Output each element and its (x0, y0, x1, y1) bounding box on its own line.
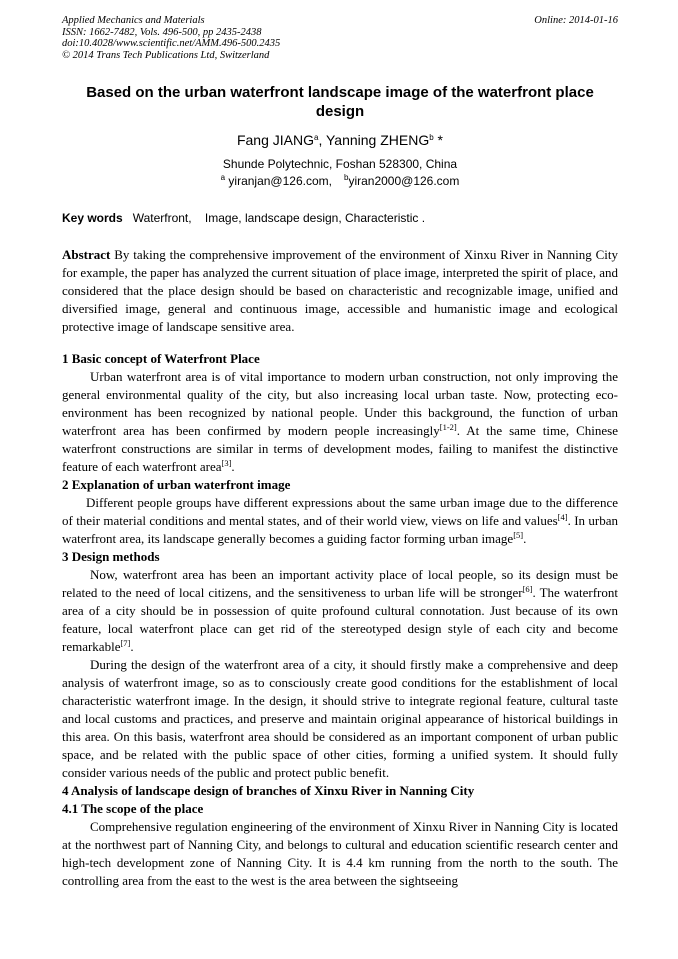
keywords-text: Waterfront, Image, landscape design, Characteristic . (132, 211, 426, 225)
paragraph-text: . (231, 459, 235, 474)
online-date: Online: 2014-01-16 (534, 15, 618, 26)
journal-name: Applied Mechanics and Materials (62, 15, 205, 26)
keywords-label: Key words (62, 211, 123, 225)
section-heading: 3 Design methods (62, 549, 160, 564)
email-line (62, 173, 618, 190)
author-name: Yanning ZHENG (325, 132, 430, 148)
author-separator: , (318, 132, 326, 148)
citation: [4] (557, 512, 568, 522)
section-heading: 2 Explanation of urban waterfront image (62, 477, 291, 492)
paragraph-text: Different people groups have different expressions about the same urban image due to the difference of their material conditions and mental states, and of their world view, views on life and values (62, 495, 618, 528)
email-a: yiranjan@126.com, (225, 174, 332, 188)
doi-line: doi:10.4028/www.scientific.net/AMM.496-500.2435 (62, 38, 281, 49)
paragraph: During the design of the waterfront area of a city, it should firstly make a comprehensive and deep analysis of waterfront image, so as to consciously create good conditions for the establishment of local characteristic waterfront image. In the design, it should strive to integrate regional feature, cultural taste and local customs and practices, and preserve and maintain original appearance of historical buildings in this area. On this basis, waterfront area should be considered as an important component of urban public space, and be related with the public space of other cities, forming a unified system. It should fully consider various needs of the public and protect public benefit. (62, 657, 618, 780)
paper-body (62, 246, 618, 890)
citation: [5] (513, 530, 524, 540)
email-b: yiran2000@126.com (348, 174, 460, 188)
citation: [6] (522, 584, 533, 594)
journal-header (62, 15, 618, 61)
paragraph-text: Now, waterfront area has been an important activity place of local people, so its design must be related to the need of local citizens, and the sensitiveness to urban life will be stronger (62, 567, 618, 600)
paragraph-text: . (523, 531, 527, 546)
paragraph-text: . (130, 639, 134, 654)
author-sup: a (314, 133, 319, 142)
citation: [1-2] (439, 422, 457, 432)
subsection-heading: 4.1 The scope of the place (62, 801, 204, 816)
author-line (62, 131, 618, 149)
affiliation: Shunde Polytechnic, Foshan 528300, China (222, 157, 458, 171)
copyright-line: © 2014 Trans Tech Publications Ltd, Switzerland (62, 49, 270, 61)
email-sup: b (343, 173, 349, 182)
paragraph (62, 368, 618, 476)
paragraph-text: . In urban waterfront area, its landscape generally becomes a guiding factor forming urban image (62, 513, 618, 546)
section-heading: 4 Analysis of landscape design of branches of Xinxu River in Nanning City (62, 783, 475, 798)
author-sup: b (429, 133, 434, 142)
issn-line: ISSN: 1662-7482, Vols. 496-500, pp 2435-2438 (62, 26, 262, 38)
citation: [3] (221, 458, 232, 468)
email-sup: a (220, 173, 226, 182)
abstract-label: Abstract (62, 247, 111, 262)
keywords (62, 210, 618, 226)
author-name: Fang JIANG (236, 132, 314, 148)
section-heading: 1 Basic concept of Waterfront Place (62, 351, 260, 366)
abstract-text: By taking the comprehensive improvement of the environment of Xinxu River in Nanning City for example, the paper has analyzed the current situation of place image, interpreted the spirit of place, and considered that the place design should be based on characteristic and recognizable image, unified and diversified image, general and continuous image, accessible and humanistic image and ecological protective image of landscape sensitive area. (62, 247, 618, 334)
abstract (62, 246, 618, 336)
paragraph-text: . The waterfront area of a city should be in possession of quite profound cultural connotation. Just because of its own feature, local waterfront place can get rid of the stereotyped design style of each city and become remarkable (62, 585, 618, 654)
paragraph (62, 566, 618, 656)
paragraph-text: Urban waterfront area is of vital importance to modern urban construction, not only improving the general environmental quality of the city, but also increasing local urban taste. Now, protecting eco-environment has been recognized by national people. Under this background, the function of urban waterfront area has been confirmed by modern people increasingly (62, 369, 618, 438)
paragraph: Comprehensive regulation engineering of the environment of Xinxu River in Nanning City is located at the northwest part of Nanning City, and belongs to cultural and education scientific research center and high-tech development zone of Nanning City. It is 4.4 km running from the north to the south. The controlling area from the east to the west is the area between the sightseeing (62, 819, 618, 888)
citation: [7] (120, 638, 131, 648)
corresponding-star: * (433, 132, 444, 148)
paragraph (62, 494, 618, 548)
paragraph-text: . At the same time, Chinese waterfront constructions are similar in terms of development modes, failing to manifest the distinctive feature of each waterfront area (62, 423, 618, 474)
paper-title: Based on the urban waterfront landscape image of the waterfront place design (86, 84, 594, 120)
